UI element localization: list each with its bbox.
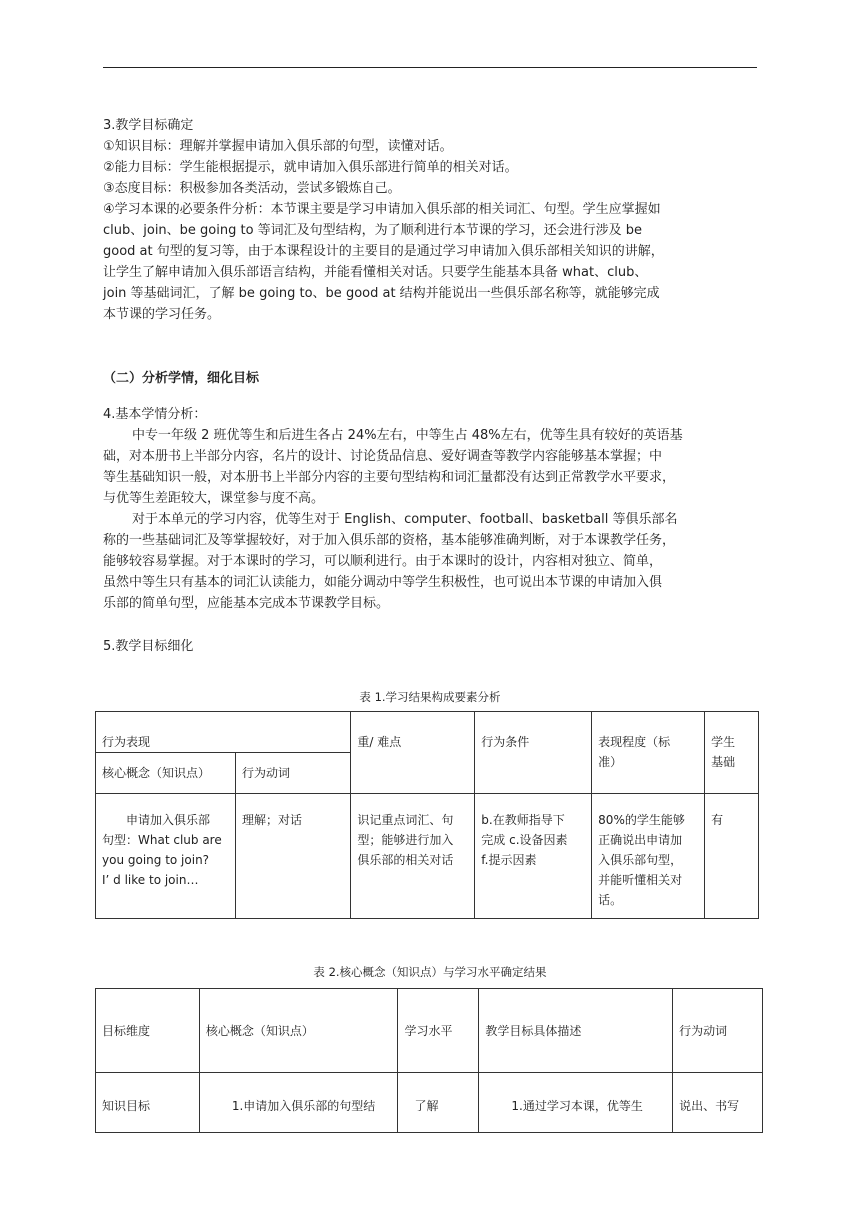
cell-line: 正确说出申请加 [598,833,683,847]
cell-description: 1.通过学习本课，优等生 [479,1073,673,1133]
paragraph-line: 等生基础知识一般，对本册书上半部分内容的主要句型结构和词汇量都没有达到正常教学水平要求， [103,470,676,485]
header-basis-line: 学生 [711,735,736,749]
cell-level: 了解 [398,1073,479,1133]
prerequisite-line: club、join、be going to 等词汇及句型结构，为了顺利进行本节课的学习，还会进行涉及 be [103,223,643,238]
prerequisite-line: ④学习本课的必要条件分析：本节课主要是学习申请加入俱乐部的相关词汇、句型。学生应掌握如 [103,202,661,217]
objective-knowledge: ①知识目标：理解并掌握申请加入俱乐部的句型，读懂对话。 [103,139,453,154]
header-degree [592,712,705,794]
paragraph-line: 对于本单元的学习内容，优等生对于 English、computer、football、basketball 等俱乐部名 [132,512,678,527]
header-verb: 行为动词 [673,989,763,1073]
section-4-title: 4.基本学情分析： [103,407,207,422]
table-1 [95,711,759,919]
cell-verb: 说出、书写 [673,1073,763,1133]
header-basis [705,712,759,794]
cell-line: 入俱乐部句型， [598,853,683,867]
cell-degree [592,794,705,919]
section-heading-analysis: （二）分析学情，细化目标 [103,371,260,386]
table-2 [95,988,763,1133]
paragraph-line: 能够较容易掌握。对于本课时的学习，可以顺利进行。由于本课时的设计，内容相对独立、简单， [103,554,663,569]
header-verb: 行为动词 [235,753,350,794]
header-basis-line: 基础 [711,755,736,769]
paragraph-line: 中专一年级 2 班优等生和后进生各占 24%左右，中等生占 48%左右，优等生具有较好的英语基 [132,428,683,443]
cell-line: b.在教师指导下 [481,813,565,827]
table-1-caption: 表 1.学习结果构成要素分析 [359,690,501,704]
section-4 [103,404,757,614]
paragraph-line: 础，对本册书上半部分内容，名片的设计、讨论货品信息、爱好调查等教学内容能够基本掌握；中 [103,449,663,464]
cell-line: 识记重点词汇、句 [357,813,454,827]
header-difficulty: 重/ 难点 [351,712,475,794]
cell-line: f.提示因素 [481,853,537,867]
cell-line: 并能听懂相关对 [598,873,683,887]
header-degree-line: 准） [598,755,623,769]
header-level: 学习水平 [398,989,479,1073]
prerequisite-line: join 等基础词汇，了解 be going to、be good at 结构并能说出一些俱乐部名称等，就能够完成 [103,286,660,301]
cell-line: 句型：What club are [102,833,222,847]
cell-basis: 有 [705,794,759,919]
header-condition: 行为条件 [475,712,592,794]
cell-core-concept [96,794,236,919]
prerequisite-line: 让学生了解申请加入俱乐部语言结构，并能看懂相关对话。只要学生能基本具备 what、club、 [103,265,648,280]
prerequisite-line: 本节课的学习任务。 [103,307,221,322]
header-behavior: 行为表现 [96,712,351,753]
header-description: 教学目标具体描述 [479,989,673,1073]
header-degree-line: 表现程度（标 [598,735,671,749]
cell-dimension: 知识目标 [96,1073,200,1133]
header-core-concept: 核心概念（知识点） [199,989,398,1073]
paragraph-line: 虽然中等生只有基本的词汇认读能力，如能分调动中等学生积极性，也可说出本节课的申请加入俱 [103,575,663,590]
cell-line: 话。 [598,893,623,907]
header-core-concept: 核心概念（知识点） [96,753,236,794]
prerequisite-line: good at 句型的复习等，由于本课程设计的主要目的是通过学习申请加入俱乐部相关知识的讲解， [103,244,664,259]
objective-ability: ②能力目标：学生能根据提示，就申请加入俱乐部进行简单的相关对话。 [103,160,518,175]
paragraph-line: 乐部的简单句型，应能基本完成本节课教学目标。 [103,596,390,611]
cell-line: I’ d like to join… [102,873,199,887]
objective-attitude: ③态度目标：积极参加各类活动，尝试多锻炼自己。 [103,181,401,196]
cell-condition [475,794,592,919]
cell-line: 申请加入俱乐部 [126,813,211,827]
cell-verb: 理解；对话 [235,794,350,919]
cell-line: 80%的学生能够 [598,813,685,827]
paragraph-line: 称的一些基础词汇及等掌握较好，对于加入俱乐部的资格，基本能够准确判断，对于本课教学任务， [103,533,676,548]
cell-line: 俱乐部的相关对话 [357,853,454,867]
cell-core-concept: 1.申请加入俱乐部的句型结 [199,1073,398,1133]
header-rule [103,67,757,68]
paragraph-line: 与优等生差距较大，课堂参与度不高。 [103,491,325,506]
table-2-caption: 表 2.核心概念（知识点）与学习水平确定结果 [313,965,547,979]
cell-line: you going to join? [102,853,210,867]
section-5-title: 5.教学目标细化 [103,639,194,654]
section-3 [103,115,757,325]
cell-line: 型；能够进行加入 [357,833,454,847]
cell-line: 完成 c.设备因素 [481,833,568,847]
section-3-title: 3.教学目标确定 [103,118,194,133]
cell-difficulty [351,794,475,919]
header-dimension: 目标维度 [96,989,200,1073]
